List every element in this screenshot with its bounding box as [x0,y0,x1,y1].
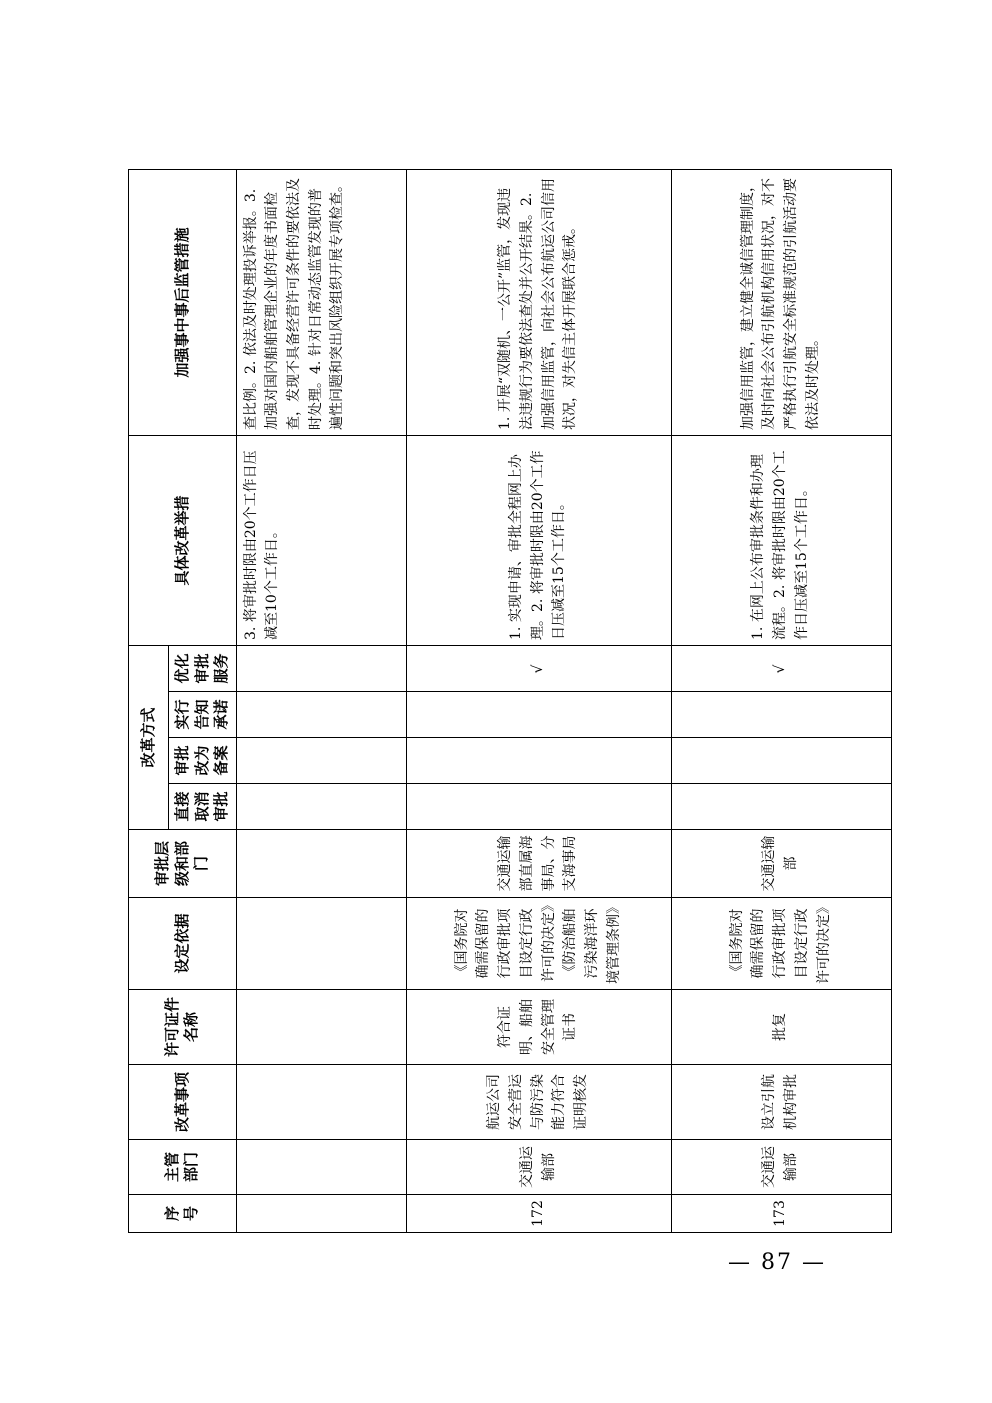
cell-mode-notify [236,692,406,738]
cell-dept: 交通运输部 [406,1140,671,1195]
cell-measures: 1. 实现申请、审批全程网上办理。2. 将审批时限由20个工作日压减至15个工作日。 [406,435,671,645]
header-mode-record: 审批改为备案 [169,738,237,784]
cell-seq: 173 [671,1195,891,1233]
cell-dept: 交通运输部 [671,1140,891,1195]
header-supervision: 加强事中事后监管措施 [129,169,237,435]
cell-item [236,1065,406,1140]
header-mode-group: 改革方式 [129,645,169,829]
header-license: 许可证件名称 [129,990,237,1065]
cell-basis: 《国务院对确需保留的行政审批项目设定行政许可的决定》《防治船舶污染海洋环境管理条例》 [406,898,671,990]
table-row [406,169,671,1232]
cell-basis [236,898,406,990]
cell-measures: 3. 将审批时限由20个工作日压减至10个工作日。 [236,435,406,645]
cell-license: 符合证明、船舶安全管理证书 [406,990,671,1065]
rotated-table-sheet [128,170,864,1233]
cell-mode-cancel [671,784,891,830]
cell-basis: 《国务院对确需保留的行政审批项目设定行政许可的决定》 [671,898,891,990]
cell-measures: 1. 在网上公布审批条件和办理流程。2. 将审批时限由20个工作日压减至15个工作日。 [671,435,891,645]
cell-dept [236,1140,406,1195]
cell-level: 交通运输部直属海事局、分支海事局 [406,830,671,898]
header-level: 审批层级和部门 [129,830,237,898]
header-dept: 主管部门 [129,1140,237,1195]
cell-seq [236,1195,406,1233]
cell-license: 批复 [671,990,891,1065]
cell-mode-notify [406,692,671,738]
cell-license [236,990,406,1065]
cell-mode-optimize: √ [406,645,671,691]
cell-item: 航运公司安全营运与防污染能力符合证明核发 [406,1065,671,1140]
table-row [236,169,406,1232]
cell-mode-notify [671,692,891,738]
cell-mode-cancel [236,784,406,830]
cell-mode-optimize [236,645,406,691]
cell-item: 设立引航机构审批 [671,1065,891,1140]
cell-mode-cancel [406,784,671,830]
cell-seq: 172 [406,1195,671,1233]
cell-supervision: 查比例。2. 依法及时处理投诉举报。3. 加强对国内船舶管理企业的年度书面检查，发现不具备经营许可条件的要依法及时处理。4. 针对日常动态监管发现的普遍性问题和突出风险组织开展专项检查。 [236,169,406,435]
cell-mode-record [406,738,671,784]
cell-mode-optimize: √ [671,645,891,691]
header-mode-optimize: 优化审批服务 [169,645,237,691]
cell-level: 交通运输部 [671,830,891,898]
cell-supervision: 1. 开展“双随机、一公开”监管，发现违法违规行为要依法查处并公开结果。2. 加强信用监管，向社会公布航运公司信用状况，对失信主体开展联合惩戒。 [406,169,671,435]
cell-mode-record [236,738,406,784]
page-number: — 87 — [728,1250,826,1275]
cell-mode-record [671,738,891,784]
header-mode-cancel: 直接取消审批 [169,784,237,830]
table-header [129,169,237,1232]
cell-level [236,830,406,898]
table-row [671,169,891,1232]
header-item: 改革事项 [129,1065,237,1140]
header-seq: 序号 [129,1195,237,1233]
header-basis: 设定依据 [129,898,237,990]
header-mode-notify: 实行告知承诺 [169,692,237,738]
cell-supervision: 加强信用监管，建立健全诚信管理制度，及时向社会公布引航机构信用状况，对不严格执行引航安全标准规范的引航活动要依法及时处理。 [671,169,891,435]
reform-items-table [128,169,892,1233]
header-measures: 具体改革举措 [129,435,237,645]
